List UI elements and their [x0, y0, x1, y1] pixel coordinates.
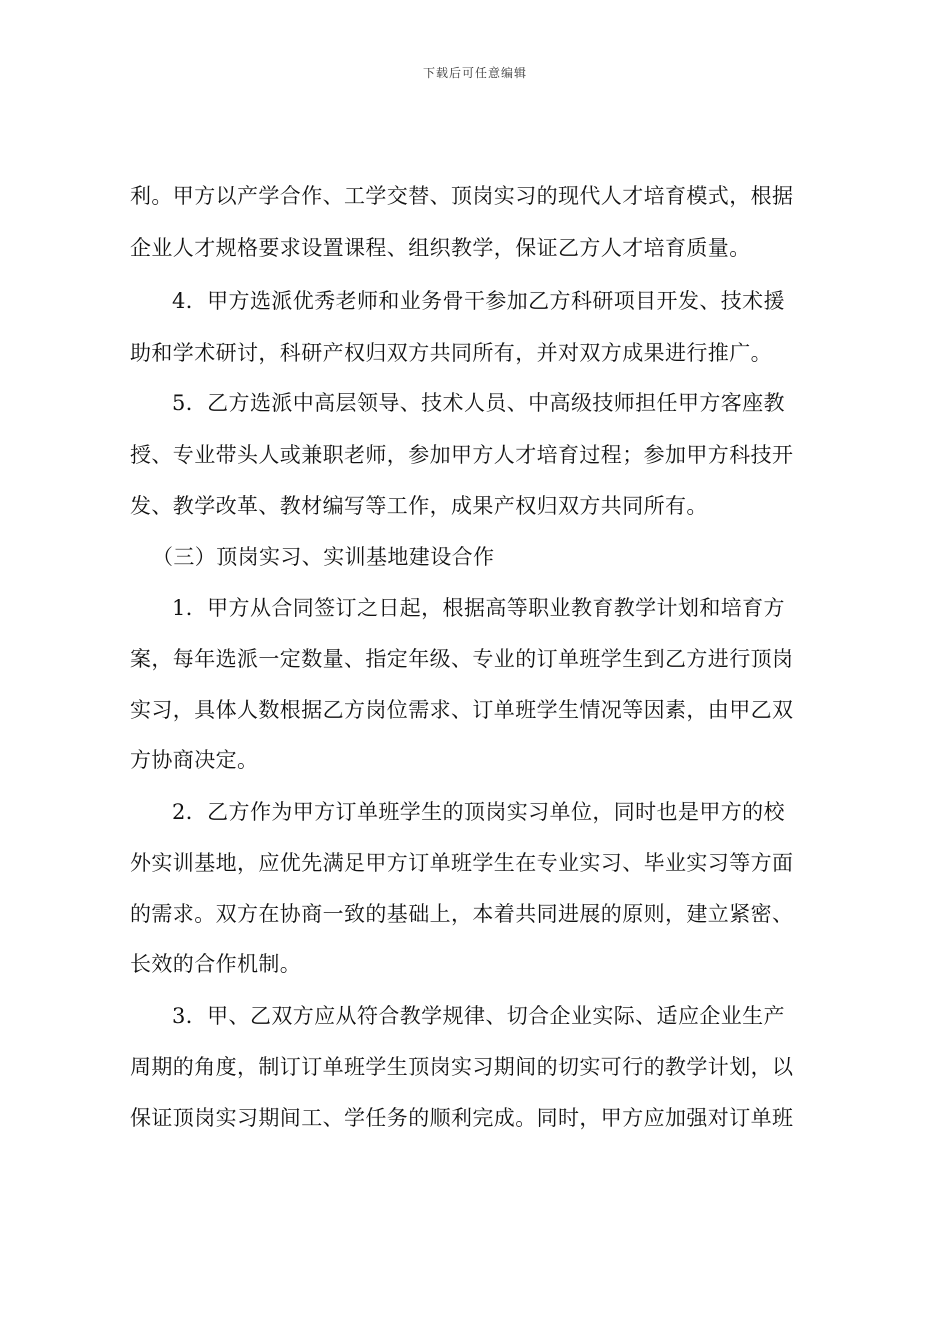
- text-line: 助和学术研讨，科研产权归双方共同所有，并对双方成果进行推广。: [130, 341, 772, 365]
- section-heading: （三）顶岗实习、实训基地建设合作: [152, 545, 495, 569]
- page-header: 下载后可任意编辑: [422, 66, 527, 80]
- text-line: 4．甲方选派优秀老师和业务骨干参加乙方科研项目开发、技术援: [172, 289, 785, 313]
- text-line: 3．甲、乙双方应从符合教学规律、切合企业实际、适应企业生产: [172, 1004, 785, 1028]
- text-line: 实习，具体人数根据乙方岗位需求、订单班学生情况等因素，由甲乙双: [130, 698, 794, 722]
- text-line: 案，每年选派一定数量、指定年级、专业的订单班学生到乙方进行顶岗: [130, 647, 794, 671]
- text-line: 授、专业带头人或兼职老师，参加甲方人才培育过程；参加甲方科技开: [130, 443, 794, 467]
- text-line: 的需求。双方在协商一致的基础上，本着共同进展的原则，建立紧密、: [130, 902, 794, 926]
- text-line: 长效的合作机制。: [130, 952, 302, 976]
- text-line: 1．甲方从合同签订之日起，根据高等职业教育教学计划和培育方: [172, 596, 785, 620]
- text-line: 外实训基地，应优先满足甲方订单班学生在专业实习、毕业实习等方面: [130, 851, 794, 875]
- text-line: 发、教学改革、教材编写等工作，成果产权归双方共同所有。: [130, 494, 708, 518]
- text-line: 方协商决定。: [130, 748, 259, 772]
- text-line: 利。甲方以产学合作、工学交替、顶岗实习的现代人才培育模式，根据: [130, 184, 794, 208]
- text-line: 保证顶岗实习期间工、学任务的顺利完成。同时，甲方应加强对订单班: [130, 1106, 794, 1130]
- text-line: 企业人才规格要求设置课程、组织教学，保证乙方人才培育质量。: [130, 236, 751, 260]
- text-line: 2．乙方作为甲方订单班学生的顶岗实习单位，同时也是甲方的校: [172, 800, 785, 824]
- text-line: 5．乙方选派中高层领导、技术人员、中高级技师担任甲方客座教: [172, 391, 785, 415]
- text-line: 周期的角度，制订订单班学生顶岗实习期间的切实可行的教学计划，以: [130, 1055, 794, 1079]
